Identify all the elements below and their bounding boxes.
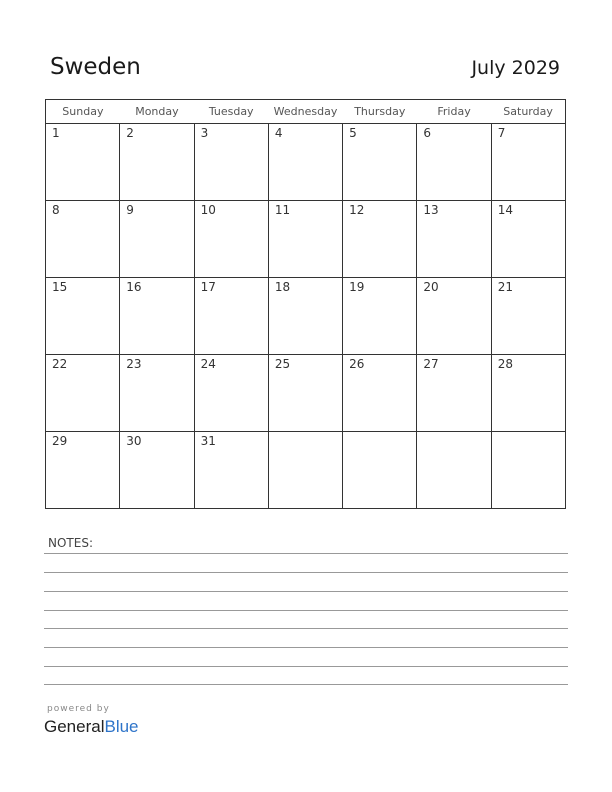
note-line bbox=[44, 647, 568, 648]
weekday-wednesday: Wednesday bbox=[268, 100, 342, 124]
day-cell bbox=[343, 355, 417, 432]
day-number: 3 bbox=[200, 126, 209, 140]
day-number: 14 bbox=[497, 203, 513, 217]
country-title: Sweden bbox=[50, 54, 141, 80]
day-cell bbox=[268, 201, 342, 278]
day-cell bbox=[46, 124, 120, 201]
day-number: 19 bbox=[349, 280, 365, 294]
day-cell bbox=[120, 355, 194, 432]
day-cell bbox=[343, 124, 417, 201]
day-number: 31 bbox=[200, 434, 216, 448]
weekday-friday: Friday bbox=[417, 100, 491, 124]
day-number: 10 bbox=[200, 203, 216, 217]
day-number: 21 bbox=[497, 280, 513, 294]
week-row bbox=[46, 432, 566, 509]
day-cell bbox=[120, 278, 194, 355]
day-number: 25 bbox=[274, 357, 291, 371]
day-cell bbox=[491, 355, 565, 432]
brand-logo bbox=[44, 717, 139, 737]
day-number: 27 bbox=[423, 357, 439, 371]
brand-general: General bbox=[44, 717, 105, 736]
day-cell bbox=[268, 432, 342, 509]
day-number: 15 bbox=[52, 280, 68, 294]
week-row bbox=[46, 278, 566, 355]
day-cell bbox=[417, 355, 491, 432]
day-number: 26 bbox=[349, 357, 365, 371]
day-number: 29 bbox=[52, 434, 68, 448]
day-number: 4 bbox=[274, 126, 283, 140]
day-cell bbox=[417, 201, 491, 278]
day-cell bbox=[268, 124, 342, 201]
day-number: 5 bbox=[349, 126, 357, 140]
day-cell bbox=[343, 278, 417, 355]
day-number: 22 bbox=[52, 357, 68, 371]
day-number: 28 bbox=[497, 357, 513, 371]
day-cell bbox=[194, 278, 268, 355]
day-number bbox=[492, 432, 565, 434]
day-cell bbox=[491, 201, 565, 278]
day-number: 16 bbox=[126, 280, 142, 294]
day-cell bbox=[417, 124, 491, 201]
weekday-sunday: Sunday bbox=[46, 100, 120, 124]
week-row bbox=[46, 201, 566, 278]
day-number: 2 bbox=[126, 126, 134, 140]
day-number: 7 bbox=[497, 126, 506, 140]
day-number: 8 bbox=[52, 203, 60, 217]
day-cell bbox=[46, 355, 120, 432]
day-number: 24 bbox=[200, 357, 216, 371]
note-line bbox=[44, 572, 568, 573]
note-line bbox=[44, 553, 568, 554]
day-cell bbox=[417, 278, 491, 355]
brand-blue: Blue bbox=[104, 717, 139, 736]
day-cell bbox=[417, 432, 491, 509]
day-cell bbox=[46, 201, 120, 278]
day-cell bbox=[46, 432, 120, 509]
powered-by-text: powered by bbox=[47, 704, 110, 714]
week-row bbox=[46, 355, 566, 432]
day-number: 30 bbox=[126, 434, 142, 448]
day-number bbox=[417, 432, 490, 434]
day-cell bbox=[343, 432, 417, 509]
weekday-monday: Monday bbox=[120, 100, 194, 124]
day-cell bbox=[491, 278, 565, 355]
day-cell bbox=[194, 201, 268, 278]
day-cell bbox=[491, 432, 565, 509]
day-number: 6 bbox=[423, 126, 432, 140]
day-number: 1 bbox=[52, 126, 60, 140]
day-number: 20 bbox=[423, 280, 439, 294]
weekday-saturday: Saturday bbox=[491, 100, 565, 124]
note-line bbox=[44, 610, 568, 611]
day-number: 13 bbox=[423, 203, 439, 217]
day-cell bbox=[491, 124, 565, 201]
note-line bbox=[44, 628, 568, 629]
day-cell bbox=[194, 355, 268, 432]
weekday-header-row bbox=[46, 100, 566, 124]
day-number: 12 bbox=[349, 203, 365, 217]
week-row bbox=[46, 124, 566, 201]
note-line bbox=[44, 591, 568, 592]
weekday-thursday: Thursday bbox=[343, 100, 417, 124]
weekday-tuesday: Tuesday bbox=[194, 100, 268, 124]
note-line bbox=[44, 684, 568, 685]
day-cell bbox=[46, 278, 120, 355]
day-cell bbox=[194, 124, 268, 201]
day-cell bbox=[268, 355, 342, 432]
calendar-grid bbox=[45, 99, 566, 509]
notes-label: NOTES: bbox=[48, 536, 93, 550]
day-number: 11 bbox=[274, 203, 291, 217]
day-cell bbox=[194, 432, 268, 509]
day-number: 23 bbox=[126, 357, 142, 371]
day-cell bbox=[343, 201, 417, 278]
day-number: 9 bbox=[126, 203, 134, 217]
day-number bbox=[269, 432, 342, 434]
day-cell bbox=[120, 432, 194, 509]
month-title: July 2029 bbox=[471, 57, 560, 79]
day-number: 18 bbox=[274, 280, 291, 294]
day-number: 17 bbox=[200, 280, 216, 294]
note-line bbox=[44, 666, 568, 667]
day-cell bbox=[120, 201, 194, 278]
day-cell bbox=[120, 124, 194, 201]
day-number bbox=[343, 432, 416, 434]
day-cell bbox=[268, 278, 342, 355]
